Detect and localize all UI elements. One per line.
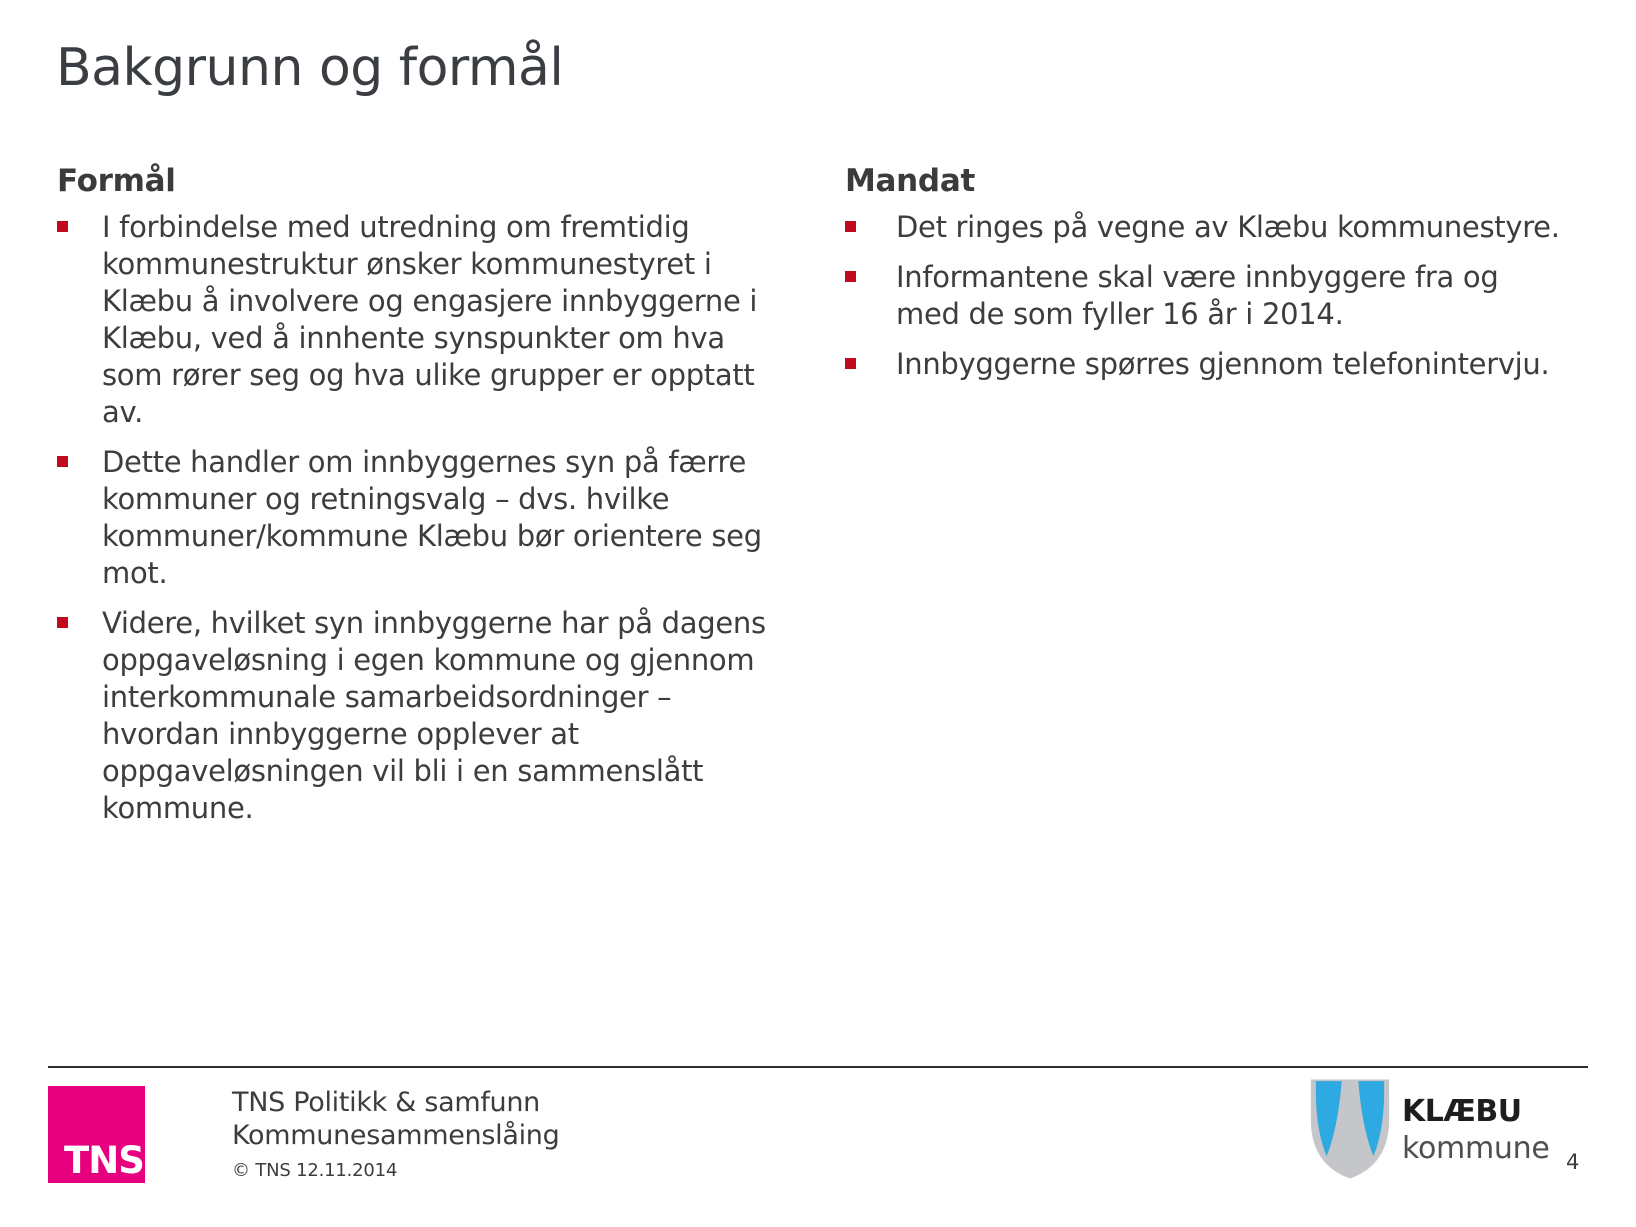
bullet-text: Videre, hvilket syn innbyggerne har på dagens oppgaveløsning i egen kommune og gjennom interkommunale samarbeidsordninger – hvordan innbyggerne opplever at oppgaveløsningen vil bli i en sammenslått kommune.	[102, 606, 766, 825]
bullet-icon	[845, 221, 856, 232]
klaebu-name: KLÆBU	[1402, 1094, 1522, 1129]
list-item	[845, 209, 1569, 246]
list-item	[57, 605, 769, 827]
page-number: 4	[1566, 1150, 1580, 1174]
bullet-text: I forbindelse med utredning om fremtidig kommunestruktur ønsker kommunestyret i Klæbu å involvere og engasjere innbyggerne i Klæbu, ved å innhente synspunkter om hva som rører seg og hva ulike grupper er opptatt av.	[102, 210, 758, 429]
mandat-heading: Mandat	[845, 163, 975, 199]
bullet-text: Dette handler om innbyggernes syn på færre kommuner og retningsvalg – dvs. hvilke kommuner/kommune Klæbu bør orientere seg mot.	[102, 445, 762, 590]
bullet-icon	[57, 617, 68, 628]
formal-bullet-list	[57, 209, 769, 827]
bullet-text: Innbyggerne spørres gjennom telefonintervju.	[896, 347, 1550, 381]
klaebu-text-block	[1402, 1094, 1550, 1167]
page-title: Bakgrunn og formål	[56, 38, 564, 98]
bullet-icon	[57, 221, 68, 232]
list-item	[57, 209, 769, 431]
tns-logo-text: TNS	[64, 1139, 144, 1182]
klaebu-subtitle: kommune	[1402, 1131, 1550, 1166]
footer-line2: Kommunesammenslåing	[232, 1120, 560, 1151]
bullet-icon	[845, 271, 856, 282]
list-item	[845, 346, 1569, 383]
list-item	[845, 259, 1569, 333]
mandat-column	[845, 163, 1569, 396]
klaebu-shield-icon	[1308, 1077, 1392, 1181]
list-item	[57, 444, 769, 592]
mandat-bullet-list	[845, 209, 1569, 383]
footer-line1: TNS Politikk & samfunn	[232, 1087, 540, 1118]
formal-column	[57, 163, 769, 840]
bullet-icon	[845, 358, 856, 369]
formal-heading: Formål	[57, 163, 176, 199]
tns-logo	[48, 1086, 145, 1183]
footer-text-block	[232, 1086, 559, 1181]
bullet-icon	[57, 456, 68, 467]
footer-divider	[48, 1066, 1588, 1068]
bullet-text: Informantene skal være innbyggere fra og med de som fyller 16 år i 2014.	[896, 260, 1499, 331]
footer-copyright: © TNS 12.11.2014	[232, 1160, 398, 1181]
bullet-text: Det ringes på vegne av Klæbu kommunestyre.	[896, 210, 1560, 244]
